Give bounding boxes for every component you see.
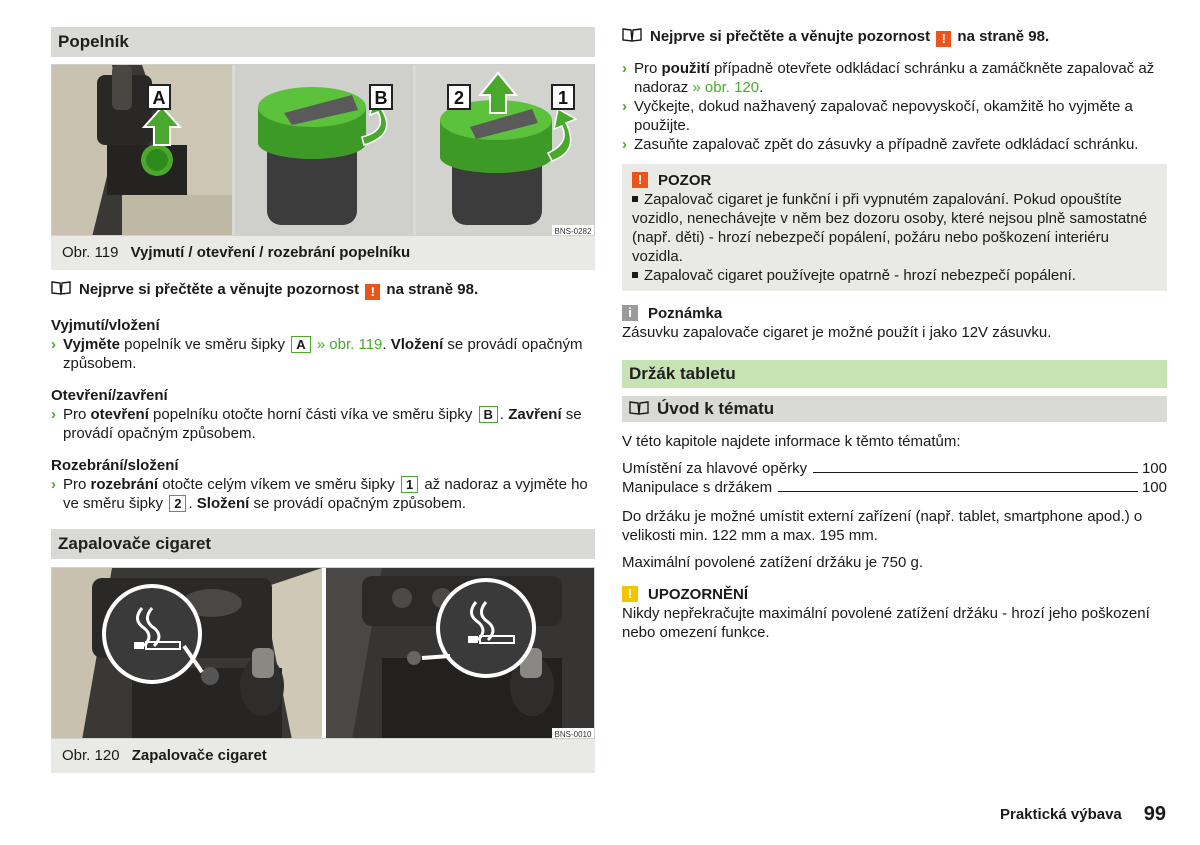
intro-text: V této kapitole najdete informace k těmto tématům: [622, 433, 961, 450]
page-number: 99 [1143, 803, 1167, 825]
figure-number: Obr. 120 [62, 747, 120, 764]
warning-mark-icon: ! [365, 284, 380, 300]
intro-title-bar: Úvod k tématu [622, 396, 1167, 422]
figure-label-b: B [374, 88, 388, 108]
chevron-right-icon: › [622, 136, 627, 153]
figure-120-caption [51, 739, 595, 773]
chevron-right-icon: › [622, 60, 627, 77]
page-footer [1000, 805, 1166, 824]
section-title-tablet-holder: Držák tabletu [622, 360, 1167, 388]
figure-caption-text: Vyjmutí / otevření / rozebrání popelníku [130, 244, 411, 261]
key-label: B [479, 406, 498, 423]
notice-block [622, 584, 1167, 642]
figure-label-2: 2 [453, 88, 465, 108]
notice-title: ! UPOZORNĚNÍ [622, 584, 1167, 604]
figure-number: Obr. 119 [62, 244, 119, 261]
bullet-open: › Pro otevření popelníku otočte horní části víka ve směru šipky B . Zavření se provádí opačným způsobem. [51, 406, 582, 442]
figure-reference-link[interactable]: » obr. 120 [692, 79, 760, 96]
chevron-right-icon: › [622, 98, 627, 115]
figure-119-caption [51, 236, 595, 270]
book-icon [629, 401, 649, 415]
cigarette-lighter-illustration [52, 568, 595, 739]
holder-load-text: Maximální povolené zatížení držáku je 750 g. [622, 554, 924, 571]
topic-list [622, 459, 1167, 497]
note-block [622, 303, 1167, 342]
chevron-right-icon: › [51, 406, 56, 423]
key-label: 2 [169, 495, 186, 512]
caution-item: Zapalovač cigaret používejte opatrně - hrozí nebezpečí popálení. [632, 266, 1157, 285]
figure-caption-text: Zapalovače cigaret [131, 747, 267, 764]
toc-row[interactable]: Manipulace s držákem 100 [622, 479, 1167, 496]
note-text: Zásuvku zapalovače cigaret je možné použít i jako 12V zásuvku. [622, 324, 1052, 341]
toc-row[interactable]: Umístění za hlavové opěrky 100 [622, 460, 1167, 477]
bullet-wait: › Vyčkejte, dokud nažhavený zapalovač nepovyskočí, okamžitě ho vyjměte a použijte. [622, 98, 1133, 134]
read-first-text: Nejprve si přečtěte a věnujte pozornost [650, 28, 931, 45]
left-column [51, 0, 595, 773]
key-label: 1 [401, 476, 418, 493]
subhead-open-close: Otevření/zavření [51, 387, 168, 404]
key-label: A [291, 336, 310, 353]
figure-119 [51, 64, 595, 236]
bullet-use: › Pro použití případně otevřete odkládací schránku a zamáčkněte zapalovač až nadoraz » obr. 120. [622, 60, 1155, 96]
figure-120 [51, 567, 595, 739]
footer-section: Praktická výbava [1000, 806, 1122, 823]
note-title: i Poznámka [622, 303, 1167, 323]
bullet-reinsert: › Zasuňte zapalovač zpět do zásuvky a případně zavřete odkládací schránku. [622, 136, 1139, 153]
read-first-note [51, 280, 595, 300]
figure-code: BNS-0010 [554, 730, 592, 739]
book-icon [622, 28, 642, 42]
square-bullet-icon [632, 272, 638, 278]
caution-item: Zapalovač cigaret je funkční i při vypnutém zapalování. Pokud opouštíte vozidlo, nenechávejte v něm bez dozoru osoby, které nejsou plně samostatné (např. děti) - hrozí nebezpečí popálení, požáru nebo poškození interiéru vozidla. [632, 191, 1148, 265]
read-first-text: Nejprve si přečtěte a věnujte pozornost [79, 281, 360, 298]
figure-label-1: 1 [557, 88, 569, 108]
holder-size-text: Do držáku je možné umístit externí zařízení (např. tablet, smartphone apod.) o velikosti min. 122 mm a max. 195 mm. [622, 508, 1143, 544]
chevron-right-icon: › [51, 476, 56, 493]
right-column [622, 0, 1167, 642]
read-first-note [622, 27, 1167, 47]
section-title-popelnik: Popelník [51, 27, 595, 57]
subhead-disassembly: Rozebrání/složení [51, 457, 179, 474]
bullet-removal: › Vyjměte popelník ve směru šipky A » obr. 119. Vložení se provádí opačným způsobem. [51, 336, 583, 372]
caution-title: ! POZOR [632, 170, 1157, 190]
read-first-page: na straně 98. [957, 28, 1050, 45]
square-bullet-icon [632, 196, 638, 202]
figure-label-a: A [152, 88, 166, 108]
figure-reference-link[interactable]: » obr. 119 [312, 336, 383, 353]
book-icon [51, 281, 71, 295]
chevron-right-icon: › [51, 336, 56, 353]
section-title-lighters: Zapalovače cigaret [51, 529, 595, 559]
warning-icon: ! [632, 172, 648, 188]
attention-icon: ! [622, 586, 638, 602]
caution-box [622, 164, 1167, 291]
figure-code: BNS-0282 [554, 227, 592, 236]
bullet-disassembly: › Pro rozebrání otočte celým víkem ve směru šipky 1 až nadoraz a vyjměte ho ve směru šipky 2 . Složení se provádí opačným způsobem. [51, 476, 588, 512]
warning-mark-icon: ! [936, 31, 951, 47]
notice-text: Nikdy nepřekračujte maximální povolené zatížení držáku - hrozí jeho poškození nebo omezení funkce. [622, 605, 1150, 641]
read-first-page: na straně 98. [386, 281, 479, 298]
info-icon: i [622, 305, 638, 321]
subhead-removal: Vyjmutí/vložení [51, 317, 160, 334]
ashtray-illustration [52, 65, 595, 236]
